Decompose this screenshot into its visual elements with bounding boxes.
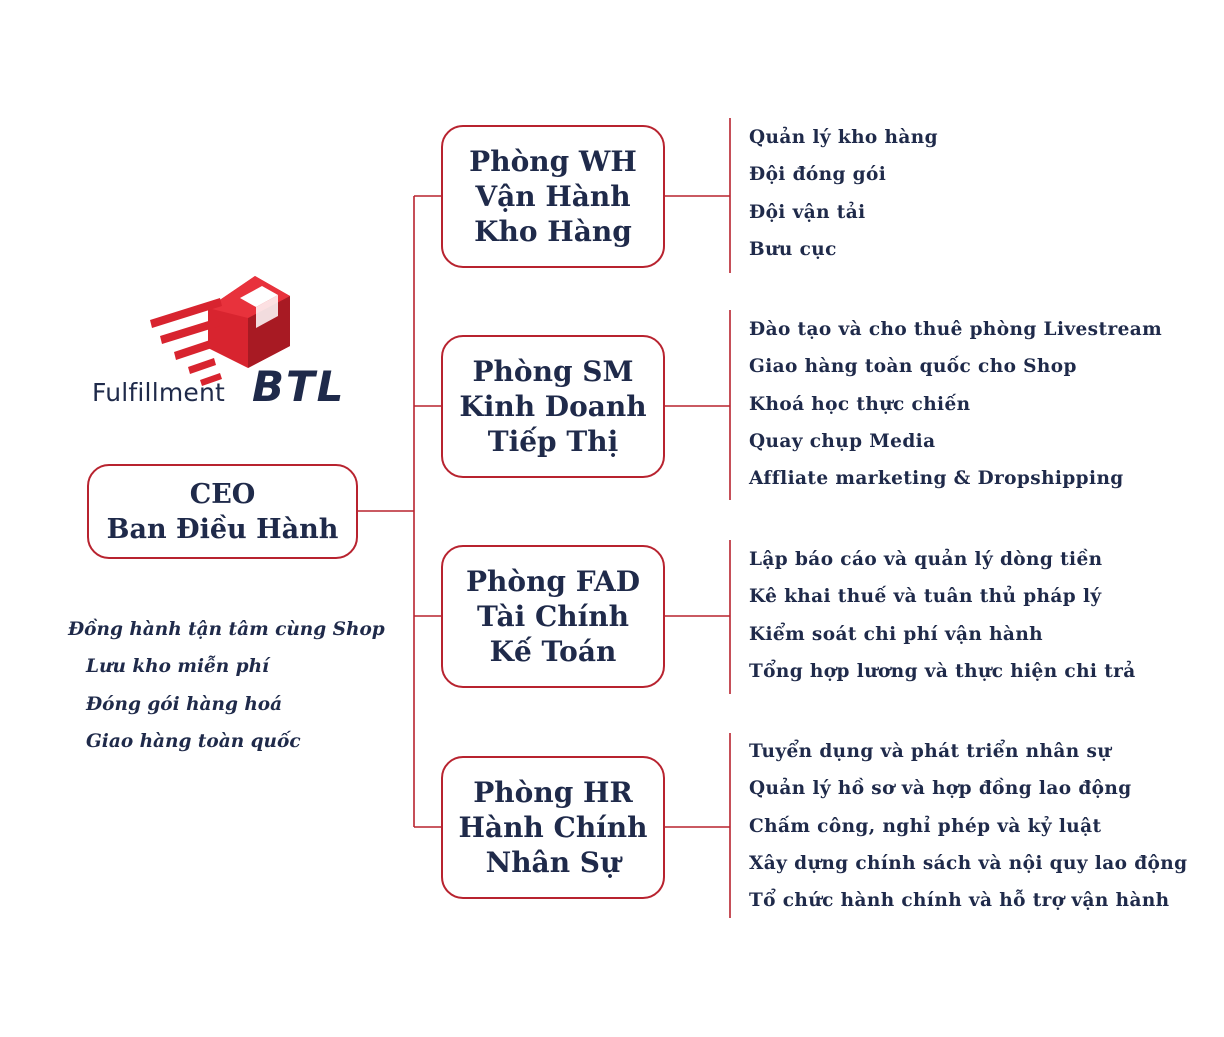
dept-item: Lập báo cáo và quản lý dòng tiền [749, 549, 1103, 570]
dept-items-wh [749, 119, 938, 268]
dept-box-hr [441, 756, 665, 899]
dept-item: Chấm công, nghỉ phép và kỷ luật [749, 815, 1102, 837]
dept-item: Kê khai thuế và tuân thủ pháp lý [749, 586, 1102, 608]
dept-box-fad [441, 545, 665, 688]
dept-title: Phòng FAD [465, 565, 640, 598]
dept-item: Xây dựng chính sách và nội quy lao động [749, 852, 1188, 874]
dept-box-sm [441, 335, 665, 478]
dept-title: Kho Hàng [474, 215, 632, 248]
dept-item: Khoá học thực chiến [749, 393, 971, 415]
ceo-subtitle: Ban Điều Hành [106, 513, 339, 545]
dept-title: Tiếp Thị [487, 425, 619, 458]
dept-title: Phòng SM [472, 355, 634, 388]
dept-title: Kinh Doanh [459, 390, 647, 423]
ceo-title: CEO [189, 478, 256, 510]
dept-item: Đào tạo và cho thuê phòng Livestream [749, 319, 1163, 340]
ceo-box [87, 464, 358, 559]
dept-item: Đội vận tải [749, 201, 866, 223]
dept-title: Nhân Sự [485, 846, 621, 879]
dept-item: Quản lý kho hàng [749, 127, 938, 148]
dept-title: Hành Chính [458, 811, 648, 844]
dept-items-fad [749, 541, 1136, 690]
dept-box-wh [441, 125, 665, 268]
dept-item: Bưu cục [749, 238, 837, 260]
slogan-title: Đồng hành tận tâm cùng Shop [68, 619, 385, 640]
dept-items-hr [749, 733, 1187, 919]
slogan-item: Lưu kho miễn phí [86, 656, 270, 678]
dept-item: Tổng hợp lương và thực hiện chi trả [749, 660, 1136, 682]
dept-item: Affliate marketing & Dropshipping [749, 468, 1124, 490]
logo-wordmark: Fulfillment [92, 378, 226, 407]
slogan-item: Đóng gói hàng hoá [86, 693, 283, 715]
logo-brand: BTL [252, 362, 346, 411]
dept-item: Quay chụp Media [749, 430, 936, 452]
dept-title: Vận Hành [475, 180, 631, 213]
dept-item: Tổ chức hành chính và hỗ trợ vận hành [749, 890, 1170, 912]
dept-item: Giao hàng toàn quốc cho Shop [749, 356, 1077, 378]
slogan-item: Giao hàng toàn quốc [86, 730, 301, 752]
dept-item: Đội đóng gói [749, 164, 887, 186]
dept-item: Tuyển dụng và phát triển nhân sự [749, 741, 1112, 762]
dept-title: Phòng HR [473, 776, 633, 809]
dept-item: Quản lý hồ sơ và hợp đồng lao động [749, 778, 1132, 800]
dept-title: Kế Toán [489, 635, 617, 668]
dept-title: Phòng WH [469, 145, 637, 178]
slogan-list [68, 611, 385, 760]
dept-item: Kiểm soát chi phí vận hành [749, 623, 1044, 645]
dept-items-sm [749, 311, 1162, 497]
dept-title: Tài Chính [476, 600, 630, 633]
